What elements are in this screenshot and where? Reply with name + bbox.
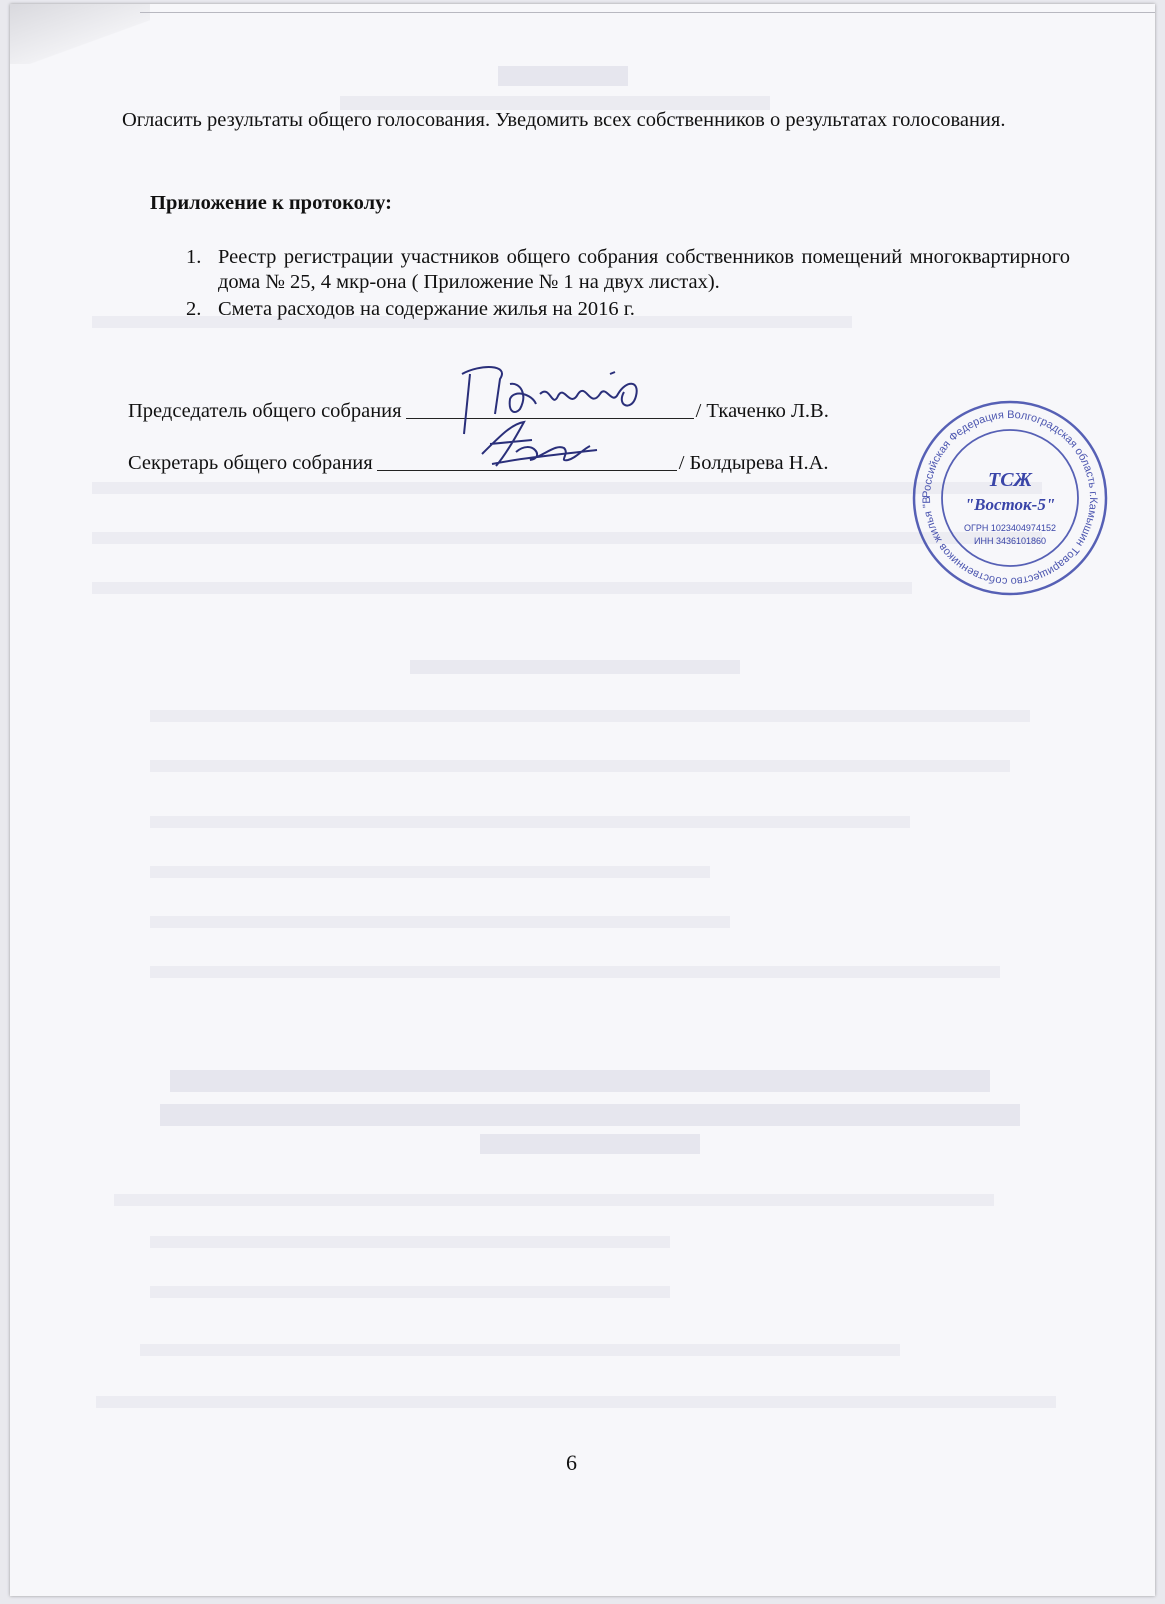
secretary-label: Секретарь общего собрания (128, 452, 373, 474)
document-page (10, 4, 1155, 1596)
stamp-ogrn: ОГРН 1023404974152 (964, 523, 1056, 533)
closing-paragraph-block (122, 108, 1072, 133)
attachments-list (150, 245, 1070, 324)
list-item-number: 1. (186, 246, 202, 268)
page-fold (10, 4, 150, 64)
list-item (150, 245, 1070, 295)
secretary-name: / Болдырева Н.А. (678, 452, 829, 474)
list-item-text: Смета расходов на содержание жилья на 2016 г. (218, 298, 635, 320)
stamp-inn: ИНН 3436101860 (973, 536, 1047, 546)
stamp-ring-text: Российская Федерация Волгоградская область г.Камышин Товарищество собственников жилья "В (920, 408, 1100, 588)
page-edge-shadow (140, 12, 1155, 13)
chair-label: Председатель общего собрания (128, 400, 402, 422)
chair-name: / Ткаченко Л.В. (695, 400, 829, 422)
stamp-center-main: "Восток-5" (964, 495, 1056, 514)
page-number: 6 (566, 1450, 577, 1475)
official-stamp (910, 398, 1110, 598)
attachments-title: Приложение к протоколу: (150, 192, 392, 214)
list-item-number: 2. (186, 298, 202, 320)
list-item (150, 297, 1070, 322)
list-item-text: Реестр регистрации участников общего собрания собственников помещений многоквартирного дома № 25, 4 мкр-она ( Приложение № 1 на двух листах). (218, 246, 1070, 293)
secretary-handwritten-signature (472, 414, 612, 479)
closing-paragraph: Огласить результаты общего голосования. Уведомить всех собственников о результатах голосования. (122, 109, 1006, 131)
stamp-center-top: ТСЖ (988, 469, 1032, 491)
svg-text:Российская Федерация Волгоград (910, 398, 1099, 587)
